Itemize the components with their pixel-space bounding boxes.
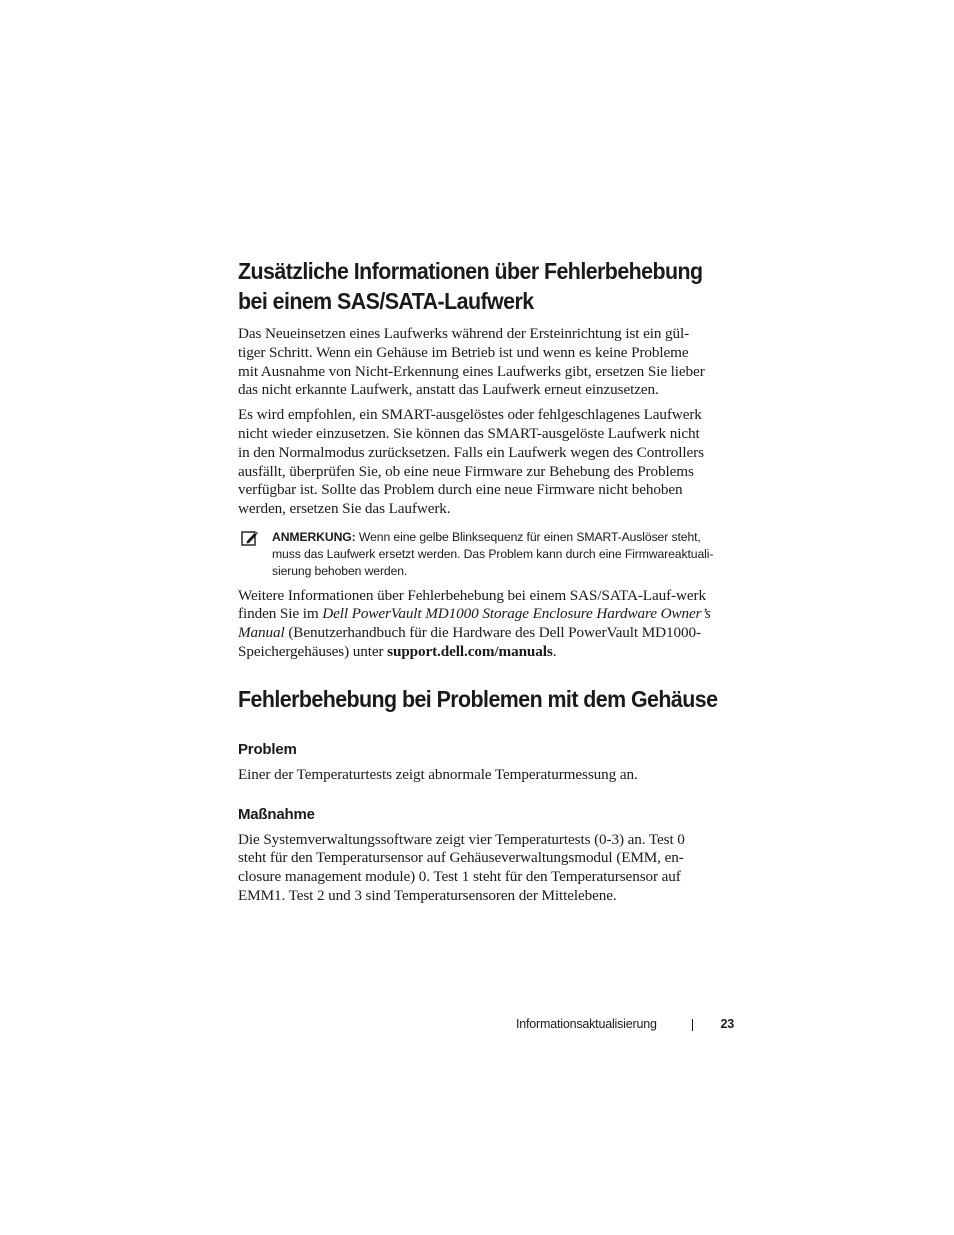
page-content [238, 256, 738, 912]
footer-title: Informationsaktualisierung [516, 1017, 657, 1031]
action-heading: Maßnahme [238, 805, 315, 823]
paragraph-more-info: Weitere Informationen über Fehlerbehebung bei einem SAS/SATA-Lauf-werk finden Sie im Dell PowerVault MD1000 Storage Enclosure Hardware Owner’s Manual (Benutzerhandbuch für die Hardware des Dell PowerVault MD1000- Speichergehäuses) unter support.dell.com/manuals. [238, 586, 711, 660]
note-label: ANMERKUNG: [272, 529, 356, 544]
problem-text: Einer der Temperaturtests zeigt abnormale Temperaturmessung an. [238, 765, 638, 783]
action-text: Die Systemverwaltungssoftware zeigt vier Temperaturtests (0-3) an. Test 0 steht für den Temperatursensor auf Gehäuseverwaltungsmodul (EMM, en- closure management module) 0. Test 1 steht für den Temperatursensor auf EMM1. Test 2 und 3 sind Temperatursensoren der Mittelebene. [238, 830, 685, 904]
paragraph-smart-recommendation: Es wird empfohlen, ein SMART-ausgelöstes oder fehlgeschlagenes Laufwerk nicht wieder einzusetzen. Sie können das SMART-ausgelöste Laufwerk nicht in den Normalmodus zurücksetzen. Falls ein Laufwerk wegen des Controllers ausfällt, überprüfen Sie, ob eine neue Firmware zur Behebung des Problems verfügbar ist. Sollte das Problem durch eine neue Firmware nicht behoben werden, ersetzen Sie das Laufwerk. [238, 406, 704, 518]
page-number: 23 [720, 1017, 734, 1031]
manual-title-cont: Manual [238, 624, 285, 642]
paragraph-reseating: Das Neueinsetzen eines Laufwerks während der Ersteinrichtung ist ein gül- tiger Schritt. Wenn ein Gehäuse im Betrieb ist und wenn es keine Probleme mit Ausnahme von Nicht-Erkennung eines Laufwerks gibt, ersetzen Sie lieber das nicht erkannte Laufwerk, anstatt das Laufwerk erneut einzusetzen. [238, 325, 705, 399]
problem-heading: Problem [238, 740, 297, 758]
section-title-drive-troubleshooting: Zusätzliche Informationen über Fehlerbehebung bei einem SAS/SATA-Laufwerk [238, 258, 703, 314]
support-url: support.dell.com/manuals [387, 642, 553, 660]
note-pencil-icon [241, 529, 259, 547]
note-box: ANMERKUNG: Wenn eine gelbe Blinksequenz für einen SMART-Auslöser steht, muss das Laufwerk ersetzt werden. Das Problem kann durch eine Firmwareaktuali- sierung behoben werden. [238, 529, 738, 581]
section-title-enclosure: Fehlerbehebung bei Problemen mit dem Gehäuse [238, 685, 718, 712]
footer-separator [692, 1019, 693, 1031]
manual-title: Dell PowerVault MD1000 Storage Enclosure Hardware Owner’s [322, 605, 711, 623]
